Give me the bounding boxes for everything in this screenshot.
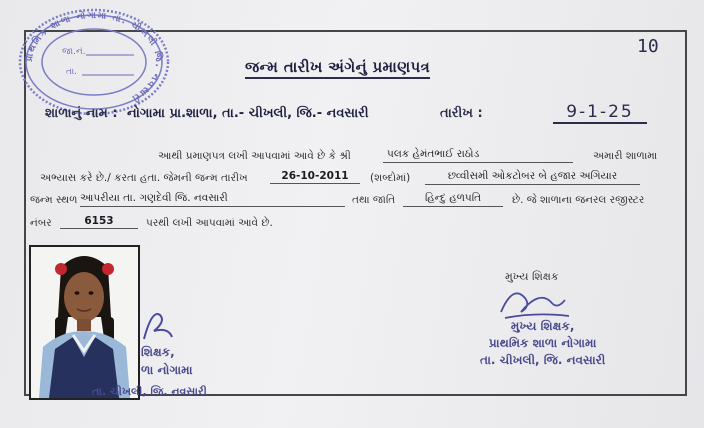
birth-place: આપરીયા તા. ગણદેવી જિ. નવસારી — [80, 192, 345, 207]
body-text-line4-b: પરથી લખી આપવામાં આવે છે. — [146, 217, 273, 229]
school-name-label: શાળાનું નામ : — [45, 106, 118, 121]
page-number: 10 — [637, 36, 659, 57]
school-seal — [16, 6, 172, 118]
left-stamp-line3: તા. ચીખલી, જિ. નવસારી — [92, 385, 207, 398]
left-stamp-line2: ળા નોગામા — [141, 363, 193, 377]
body-text-line3-c: છે. જે શાળાના જનરલ રજીસ્ટર — [512, 194, 645, 206]
body-text-line2-a: અભ્યાસ કરે છે./ કરતા હતા. જેમની જન્મ તારીખ — [40, 172, 248, 184]
body-text-line4-a: નંબર — [30, 217, 52, 229]
body-text-line1-b: અમારી શાળામા — [593, 150, 658, 162]
seal-line-1: જા.નં. — [62, 47, 86, 57]
certificate-title: જન્મ તારીખ અંગેનું પ્રમાણપત્ર — [245, 58, 430, 79]
birth-date: 26-10-2011 — [270, 170, 360, 184]
student-name: પલક હેમંતભાઈ રાઠોડ — [383, 148, 573, 163]
principal-stamp-line3: તા. ચીખલી, જિ. નવસારી — [480, 353, 606, 367]
left-stamp-line1: શિક્ષક, — [141, 345, 175, 359]
date-value: 9-1-25 — [553, 102, 647, 124]
body-text-line2-b: (શબ્દોમાં) — [370, 172, 411, 184]
principal-stamp-line1: મુખ્ય શિક્ષક, — [510, 319, 575, 333]
register-number: 6153 — [60, 215, 138, 229]
school-name-value: નોગામા પ્રા.શાળા, તા.- ચીખલી, જિ.- નવસારી — [127, 106, 369, 121]
seal-ring-text: પ્રાથમિક શાળા નોગામા તા. ચીખલી જિ. નવસારી — [24, 10, 164, 104]
caste: હિન્દુ હળપતિ — [403, 192, 503, 207]
birth-date-words: છવ્વીસમી ઓકટોબર બે હજાર અગિયાર — [425, 170, 640, 185]
principal-title: મુખ્ય શિક્ષક — [505, 270, 559, 283]
student-photo — [29, 245, 140, 400]
seal-line-2: તા. — [66, 67, 78, 77]
body-text-line3-a: જન્મ સ્થળ — [30, 194, 78, 206]
principal-stamp — [480, 318, 605, 369]
body-text-line1-a: આથી પ્રમાણપત્ર લખી આપવામાં આવે છે કે શ્રી — [158, 150, 351, 162]
date-label: તારીખ : — [440, 106, 483, 121]
principal-stamp-line2: પ્રાથમિક શાળા નોગામા — [488, 336, 597, 350]
body-text-line3-b: તથા જાતિ — [352, 194, 396, 206]
left-signature — [138, 305, 178, 345]
